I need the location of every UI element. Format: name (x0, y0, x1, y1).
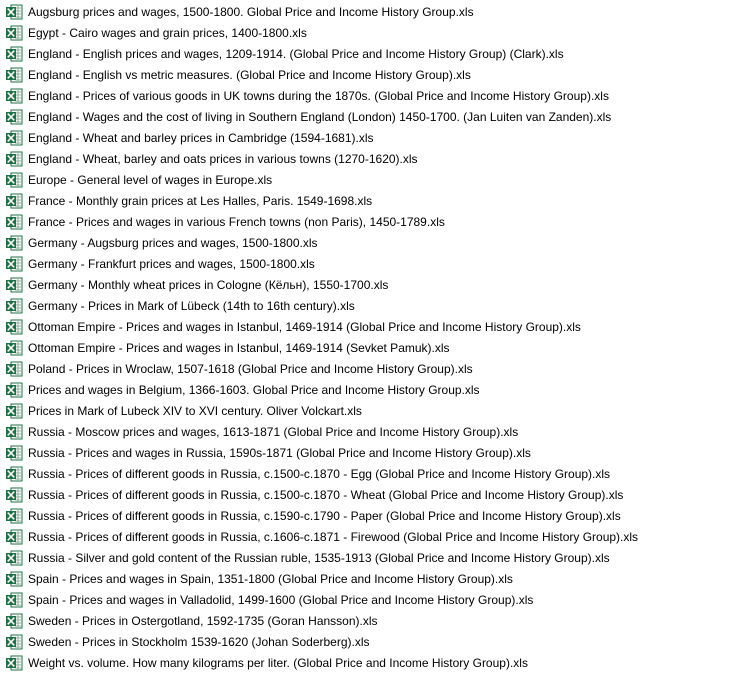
excel-file-icon (5, 318, 23, 336)
file-list-item[interactable] (0, 568, 738, 589)
file-list-item[interactable] (0, 190, 738, 211)
file-list-item[interactable] (0, 589, 738, 610)
excel-file-icon (5, 66, 23, 84)
excel-file-icon (5, 24, 23, 42)
file-list-item[interactable] (0, 253, 738, 274)
file-list-item[interactable] (0, 547, 738, 568)
file-name-label: Poland - Prices in Wroclaw, 1507-1618 (Global Price and Income History Group).xls (28, 361, 473, 376)
excel-file-icon (5, 171, 23, 189)
file-name-label: Germany - Monthly wheat prices in Cologne (Кёльн), 1550-1700.xls (28, 277, 389, 292)
excel-file-icon (5, 213, 23, 231)
file-name-label: England - Wages and the cost of living in Southern England (London) 1450-1700. (Jan Luiten van Zanden).xls (28, 109, 612, 124)
file-name-label: Germany - Prices in Mark of Lübeck (14th to 16th century).xls (28, 298, 355, 313)
file-list-item[interactable] (0, 148, 738, 169)
file-list-item[interactable] (0, 337, 738, 358)
excel-file-icon (5, 297, 23, 315)
file-list-item[interactable] (0, 379, 738, 400)
file-list-item[interactable] (0, 85, 738, 106)
file-name-label: England - English prices and wages, 1209-1914. (Global Price and Income History Group) (Clark).xls (28, 46, 564, 61)
file-list-item[interactable] (0, 484, 738, 505)
file-name-label: Ottoman Empire - Prices and wages in Istanbul, 1469-1914 (Sevket Pamuk).xls (28, 340, 450, 355)
file-name-label: Sweden - Prices in Ostergotland, 1592-1735 (Goran Hansson).xls (28, 613, 378, 628)
file-list-item[interactable] (0, 274, 738, 295)
file-list-item[interactable] (0, 442, 738, 463)
excel-file-icon (5, 339, 23, 357)
file-list-item[interactable] (0, 22, 738, 43)
excel-file-icon (5, 3, 23, 21)
file-name-label: England - Wheat and barley prices in Cambridge (1594-1681).xls (28, 130, 374, 145)
file-list-item[interactable] (0, 652, 738, 673)
file-list-item[interactable] (0, 106, 738, 127)
file-list-item[interactable] (0, 463, 738, 484)
excel-file-icon (5, 591, 23, 609)
excel-file-icon (5, 381, 23, 399)
file-name-label: Germany - Frankfurt prices and wages, 1500-1800.xls (28, 256, 315, 271)
excel-file-icon (5, 486, 23, 504)
excel-file-icon (5, 549, 23, 567)
file-list-item[interactable] (0, 295, 738, 316)
file-name-label: Prices and wages in Belgium, 1366-1603. Global Price and Income History Group.xls (28, 382, 480, 397)
file-name-label: Russia - Prices of different goods in Russia, c.1500-c.1870 - Wheat (Global Price and Income History Group).xls (28, 487, 624, 502)
file-list-item[interactable] (0, 358, 738, 379)
file-name-label: England - Prices of various goods in UK towns during the 1870s. (Global Price and Income History Group).xls (28, 88, 609, 103)
file-name-label: Russia - Prices of different goods in Russia, c.1606-c.1871 - Firewood (Global Price and Income History Group).xls (28, 529, 639, 544)
file-name-label: Ottoman Empire - Prices and wages in Istanbul, 1469-1914 (Global Price and Income History Group).xls (28, 319, 581, 334)
excel-file-icon (5, 87, 23, 105)
excel-file-icon (5, 192, 23, 210)
file-name-label: Spain - Prices and wages in Spain, 1351-1800 (Global Price and Income History Group).xls (28, 571, 513, 586)
file-name-label: England - English vs metric measures. (Global Price and Income History Group).xls (28, 67, 471, 82)
file-name-label: Russia - Prices and wages in Russia, 1590s-1871 (Global Price and Income History Group).xls (28, 445, 531, 460)
excel-file-icon (5, 45, 23, 63)
file-name-label: Russia - Prices of different goods in Russia, c.1500-c.1870 - Egg (Global Price and Income History Group).xls (28, 466, 611, 481)
excel-file-icon (5, 360, 23, 378)
file-list-item[interactable] (0, 421, 738, 442)
file-name-label: Egypt - Cairo wages and grain prices, 1400-1800.xls (28, 25, 307, 40)
file-list-item[interactable] (0, 526, 738, 547)
file-name-label: Russia - Moscow prices and wages, 1613-1871 (Global Price and Income History Group).xls (28, 424, 519, 439)
file-list-item[interactable] (0, 169, 738, 190)
file-list-item[interactable] (0, 610, 738, 631)
file-name-label: Augsburg prices and wages, 1500-1800. Global Price and Income History Group.xls (28, 4, 474, 19)
excel-file-icon (5, 255, 23, 273)
excel-file-icon (5, 444, 23, 462)
file-list-item[interactable] (0, 232, 738, 253)
file-list-item[interactable] (0, 505, 738, 526)
file-list-item[interactable] (0, 316, 738, 337)
excel-file-icon (5, 276, 23, 294)
excel-file-icon (5, 150, 23, 168)
file-name-label: France - Prices and wages in various French towns (non Paris), 1450-1789.xls (28, 214, 445, 229)
file-name-label: Germany - Augsburg prices and wages, 1500-1800.xls (28, 235, 318, 250)
excel-file-icon (5, 402, 23, 420)
file-name-label: England - Wheat, barley and oats prices in various towns (1270-1620).xls (28, 151, 418, 166)
excel-file-icon (5, 423, 23, 441)
excel-file-icon (5, 108, 23, 126)
file-list-item[interactable] (0, 127, 738, 148)
excel-file-icon (5, 654, 23, 672)
excel-file-icon (5, 570, 23, 588)
file-name-label: Europe - General level of wages in Europe.xls (28, 172, 273, 187)
file-list-item[interactable] (0, 1, 738, 22)
file-name-label: Russia - Prices of different goods in Russia, c.1590-c.1790 - Paper (Global Price and Income History Group).xls (28, 508, 621, 523)
file-list-item[interactable] (0, 631, 738, 652)
file-list-item[interactable] (0, 43, 738, 64)
excel-file-icon (5, 612, 23, 630)
excel-file-icon (5, 633, 23, 651)
file-list-item[interactable] (0, 64, 738, 85)
file-name-label: Prices in Mark of Lubeck XIV to XVI century. Oliver Volckart.xls (28, 403, 362, 418)
file-name-label: Russia - Silver and gold content of the Russian ruble, 1535-1913 (Global Price and Income History Group).xls (28, 550, 610, 565)
excel-file-icon (5, 528, 23, 546)
file-name-label: Weight vs. volume. How many kilograms per liter. (Global Price and Income History Group).xls (28, 655, 528, 670)
excel-file-icon (5, 234, 23, 252)
excel-file-icon (5, 507, 23, 525)
file-name-label: Spain - Prices and wages in Valladolid, 1499-1600 (Global Price and Income History Group).xls (28, 592, 534, 607)
file-list-item[interactable] (0, 211, 738, 232)
excel-file-icon (5, 465, 23, 483)
file-name-label: France - Monthly grain prices at Les Halles, Paris. 1549-1698.xls (28, 193, 373, 208)
file-name-label: Sweden - Prices in Stockholm 1539-1620 (Johan Soderberg).xls (28, 634, 370, 649)
file-list-item[interactable] (0, 400, 738, 421)
excel-file-icon (5, 129, 23, 147)
